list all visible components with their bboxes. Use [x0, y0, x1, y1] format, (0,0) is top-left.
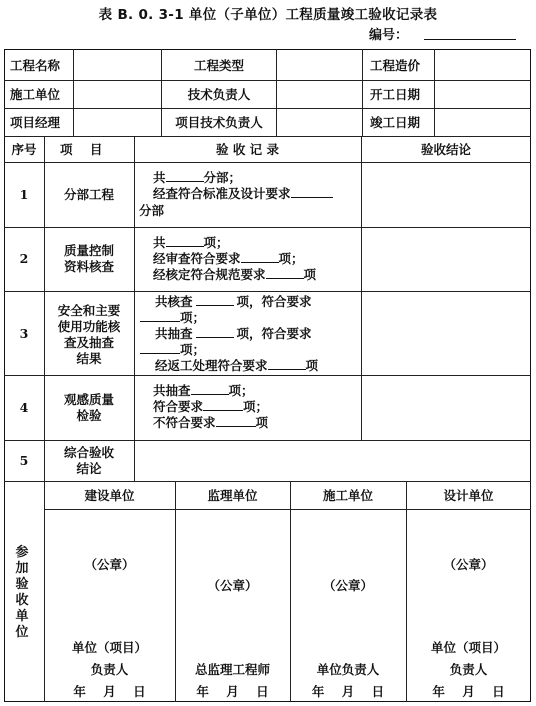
- record-line: [153, 415, 268, 430]
- blank-field[interactable]: [291, 186, 333, 198]
- side-label-char: 位: [15, 625, 29, 640]
- record-line: [153, 383, 254, 398]
- seal-placeholder: （公章）: [322, 578, 373, 593]
- unit-name: 监理单位: [207, 488, 258, 503]
- signer-title: 单位（项目）: [71, 640, 147, 655]
- record-line: [153, 399, 268, 414]
- record-text: 分部: [139, 203, 165, 218]
- row-item: 结论: [76, 461, 102, 476]
- row-item: 使用功能核: [57, 319, 121, 334]
- row-divider: [4, 136, 531, 137]
- label-project-cost: 工程造价: [370, 58, 421, 73]
- row-item: 综合验收: [63, 445, 114, 460]
- record-text: 共核查: [155, 294, 193, 309]
- blank-field[interactable]: [140, 342, 180, 354]
- row-divider: [4, 440, 531, 441]
- record-text: 经核定符合规范要求: [153, 267, 266, 282]
- row-divider: [4, 291, 531, 292]
- label-contractor: 施工单位: [10, 87, 61, 102]
- record-text: 符合要求: [153, 399, 204, 414]
- record-text: 经审查符合要求: [153, 251, 241, 266]
- unit-name: 设计单位: [443, 488, 494, 503]
- serial-number-field[interactable]: [424, 39, 516, 40]
- record-text: 项: [305, 358, 319, 373]
- row-divider: [4, 375, 531, 376]
- record-line: [155, 294, 312, 309]
- unit-name: 施工单位: [322, 488, 373, 503]
- blank-field[interactable]: [191, 383, 229, 395]
- record-text: 项；: [278, 251, 304, 266]
- row-item: 检验: [76, 408, 102, 423]
- record-line: [153, 235, 229, 250]
- row-item: 查及抽查: [63, 335, 114, 350]
- label-project-technical-lead: 项目技术负责人: [175, 115, 263, 130]
- side-label-char: 收: [15, 593, 29, 608]
- column-divider: [362, 49, 363, 136]
- row-divider: [4, 227, 531, 228]
- record-text: 经返工处理符合要求: [155, 358, 268, 373]
- signer-role: 负责人: [449, 662, 488, 677]
- form-title: 表 B. 0. 3-1 单位（子单位）工程质量竣工验收记录表: [98, 7, 438, 23]
- record-text: 项；: [180, 342, 206, 357]
- side-label-char: 参: [15, 545, 29, 560]
- record-text: 经查符合标准及设计要求: [153, 186, 291, 201]
- blank-field[interactable]: [241, 251, 279, 263]
- record-line: [140, 310, 205, 325]
- row-no: 2: [19, 251, 29, 266]
- row-item: 安全和主要: [57, 303, 121, 318]
- header-record: 验 收 记 录: [215, 142, 280, 157]
- side-label-char: 单: [15, 609, 29, 624]
- row-divider: [4, 162, 531, 163]
- record-text: 项；: [203, 235, 229, 250]
- column-divider: [134, 136, 135, 481]
- record-text: 共抽查: [153, 383, 191, 398]
- participants-side-label: [14, 545, 30, 641]
- record-text: 分部；: [203, 170, 242, 185]
- date-field[interactable]: 年 月 日: [73, 684, 146, 699]
- row-item: 结果: [76, 351, 102, 366]
- record-text: 项: [255, 415, 269, 430]
- blank-field[interactable]: [140, 310, 180, 322]
- row-item: 资料核查: [63, 259, 114, 274]
- record-text: 共: [153, 170, 166, 185]
- unit-name: 建设单位: [84, 488, 135, 503]
- seal-placeholder: （公章）: [443, 557, 494, 572]
- date-field[interactable]: 年 月 日: [196, 684, 269, 699]
- blank-field[interactable]: [196, 294, 234, 306]
- column-divider: [276, 49, 277, 136]
- side-label-char: 加: [15, 561, 29, 576]
- label-project-name: 工程名称: [10, 58, 61, 73]
- record-line: [153, 267, 316, 282]
- row-divider: [44, 509, 531, 510]
- serial-number-label: 编号：: [369, 28, 409, 43]
- record-line: [153, 170, 241, 185]
- blank-field[interactable]: [268, 358, 306, 370]
- record-text: 项；: [243, 399, 269, 414]
- header-conclusion: 验收结论: [420, 142, 471, 157]
- blank-field[interactable]: [166, 235, 204, 247]
- signer-role: 负责人: [90, 662, 129, 677]
- blank-field[interactable]: [196, 326, 234, 338]
- column-divider: [434, 49, 435, 136]
- record-line: [140, 342, 205, 357]
- blank-field[interactable]: [266, 267, 304, 279]
- record-text: 项，符合要求: [236, 294, 312, 309]
- record-text: 项；: [180, 310, 206, 325]
- row-divider: [4, 481, 531, 482]
- date-field[interactable]: 年 月 日: [432, 684, 505, 699]
- record-text: 项，符合要求: [236, 326, 312, 341]
- blank-field[interactable]: [166, 170, 204, 182]
- record-line: [155, 326, 312, 341]
- label-project-type: 工程类型: [193, 58, 244, 73]
- signer-title: 单位（项目）: [430, 640, 506, 655]
- signer-role: 总监理工程师: [194, 662, 270, 677]
- row-no: 3: [19, 326, 29, 341]
- row-divider: [4, 108, 531, 109]
- side-label-char: 验: [15, 577, 29, 592]
- record-text: 项: [303, 267, 317, 282]
- label-project-manager: 项目经理: [10, 115, 61, 130]
- record-line: [155, 358, 318, 373]
- row-no: 1: [19, 187, 29, 202]
- date-field[interactable]: 年 月 日: [311, 684, 385, 699]
- record-text: 共: [153, 235, 166, 250]
- record-line: [153, 251, 304, 266]
- label-completion-date: 竣工日期: [370, 115, 421, 130]
- signer-role: 单位负责人: [316, 662, 380, 677]
- column-divider: [73, 49, 74, 136]
- record-text: 不符合要求: [153, 415, 216, 430]
- row-divider: [4, 80, 531, 81]
- seal-placeholder: （公章）: [84, 557, 135, 572]
- row-no: 4: [19, 400, 29, 415]
- row-no: 5: [19, 453, 29, 468]
- record-line: [153, 186, 333, 201]
- label-start-date: 开工日期: [370, 87, 421, 102]
- record-text: 项；: [228, 383, 254, 398]
- blank-field[interactable]: [216, 415, 256, 427]
- row-item: 分部工程: [63, 187, 114, 202]
- blank-field[interactable]: [203, 399, 243, 411]
- seal-placeholder: （公章）: [207, 578, 258, 593]
- row-item: 质量控制: [63, 243, 114, 258]
- column-divider: [361, 136, 362, 440]
- row-item: 观感质量: [63, 392, 114, 407]
- record-text: 共抽查: [155, 326, 193, 341]
- header-no: 序号: [11, 142, 37, 157]
- header-item: 项 目: [60, 142, 103, 157]
- label-technical-lead: 技术负责人: [187, 87, 251, 102]
